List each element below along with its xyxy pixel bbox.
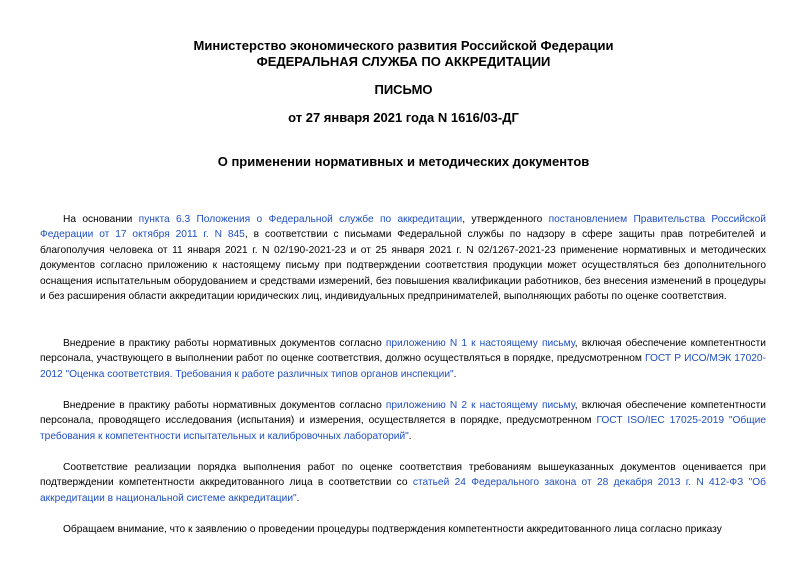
- paragraph-text: .: [296, 492, 300, 504]
- paragraph-2: [40, 336, 766, 382]
- link-gost-17020[interactable]: ГОСТ Р ИСО/МЭК 17020-2012 "Оценка соответствия. Требования к работе различных типов органов инспекции": [40, 353, 766, 380]
- paragraph-text: , утвержденного: [462, 214, 549, 225]
- link-regulation-clause-6-3[interactable]: пункта 6.3 Положения о Федеральной службе по аккредитации: [138, 214, 463, 225]
- paragraph-5: [40, 522, 766, 537]
- paragraph-text: .: [453, 368, 457, 380]
- paragraph-4: [40, 460, 766, 506]
- paragraph-text: Соответствие реализации порядка выполнения работ по оценке соответствия требованиям вышеуказанных документов оценивается при подтверждении компетентности аккредитованного лица в соответствии со: [40, 462, 766, 489]
- paragraph-1: [40, 212, 766, 304]
- paragraph-text: , включая обеспечение компетентности персонала, участвующего в выполнении работ по оценке соответствия, должно осуществляться в порядке, предусмотренном: [40, 338, 766, 365]
- link-appendix-1[interactable]: приложению N 1 к настоящему письму: [385, 338, 575, 349]
- document-subject: О применении нормативных и методических документов: [217, 154, 590, 169]
- paragraph-text: Внедрение в практику работы нормативных документов согласно: [63, 338, 386, 349]
- link-government-decree-845[interactable]: постановлением Правительства Российской Федерации от 17 октября 2011 г. N 845: [40, 214, 766, 241]
- ministry-title: Министерство экономического развития Российской Федерации: [193, 38, 614, 53]
- paragraph-text: На основании: [63, 214, 139, 225]
- paragraph-text: , в соответствии с письмами Федеральной службы по надзору в сфере защиты прав потребителей и благополучия человека от 11 января 2021 г. N 02/190-2021-23 и от 25 января 2021 г. N 02/1267-2021-23 применение нормативных и методических документов согласно приложению к настоящему письму при подтверждении соответствия продукции может осуществляться без дополнительного оснащения испытательным оборудованием и средствами измерений, без повышения квалификации работников, без внесения изменений в процедуры и без расширения области аккредитации юридических лиц, индивидуальных предпринимателей, выполняющих работы по оценке соответствия.: [40, 229, 766, 303]
- paragraph-text: Внедрение в практику работы нормативных документов согласно: [63, 400, 386, 411]
- link-gost-17025[interactable]: ГОСТ ISO/IEC 17025-2019 "Общие требования к компетентности испытательных и калибровочных лабораторий": [40, 415, 766, 442]
- link-federal-law-412[interactable]: статьей 24 Федерального закона от 28 декабря 2013 г. N 412-ФЗ "Об аккредитации в национальной системе аккредитации": [40, 477, 766, 504]
- service-title: ФЕДЕРАЛЬНАЯ СЛУЖБА ПО АККРЕДИТАЦИИ: [256, 54, 551, 69]
- paragraph-3: [40, 398, 766, 444]
- paragraph-text: , включая обеспечение компетентности персонала, проводящего исследования (испытания) и измерения, осуществляется в порядке, предусмотренном: [40, 400, 766, 427]
- paragraph-text: .: [408, 430, 412, 442]
- link-appendix-2[interactable]: приложению N 2 к настоящему письму: [385, 400, 575, 411]
- document-date-number: от 27 января 2021 года N 1616/03-ДГ: [288, 110, 519, 125]
- paragraph-text: Обращаем внимание, что к заявлению о проведении процедуры подтверждения компетентности аккредитованного лица согласно приказу: [63, 524, 722, 535]
- document-type: ПИСЬМО: [374, 82, 433, 97]
